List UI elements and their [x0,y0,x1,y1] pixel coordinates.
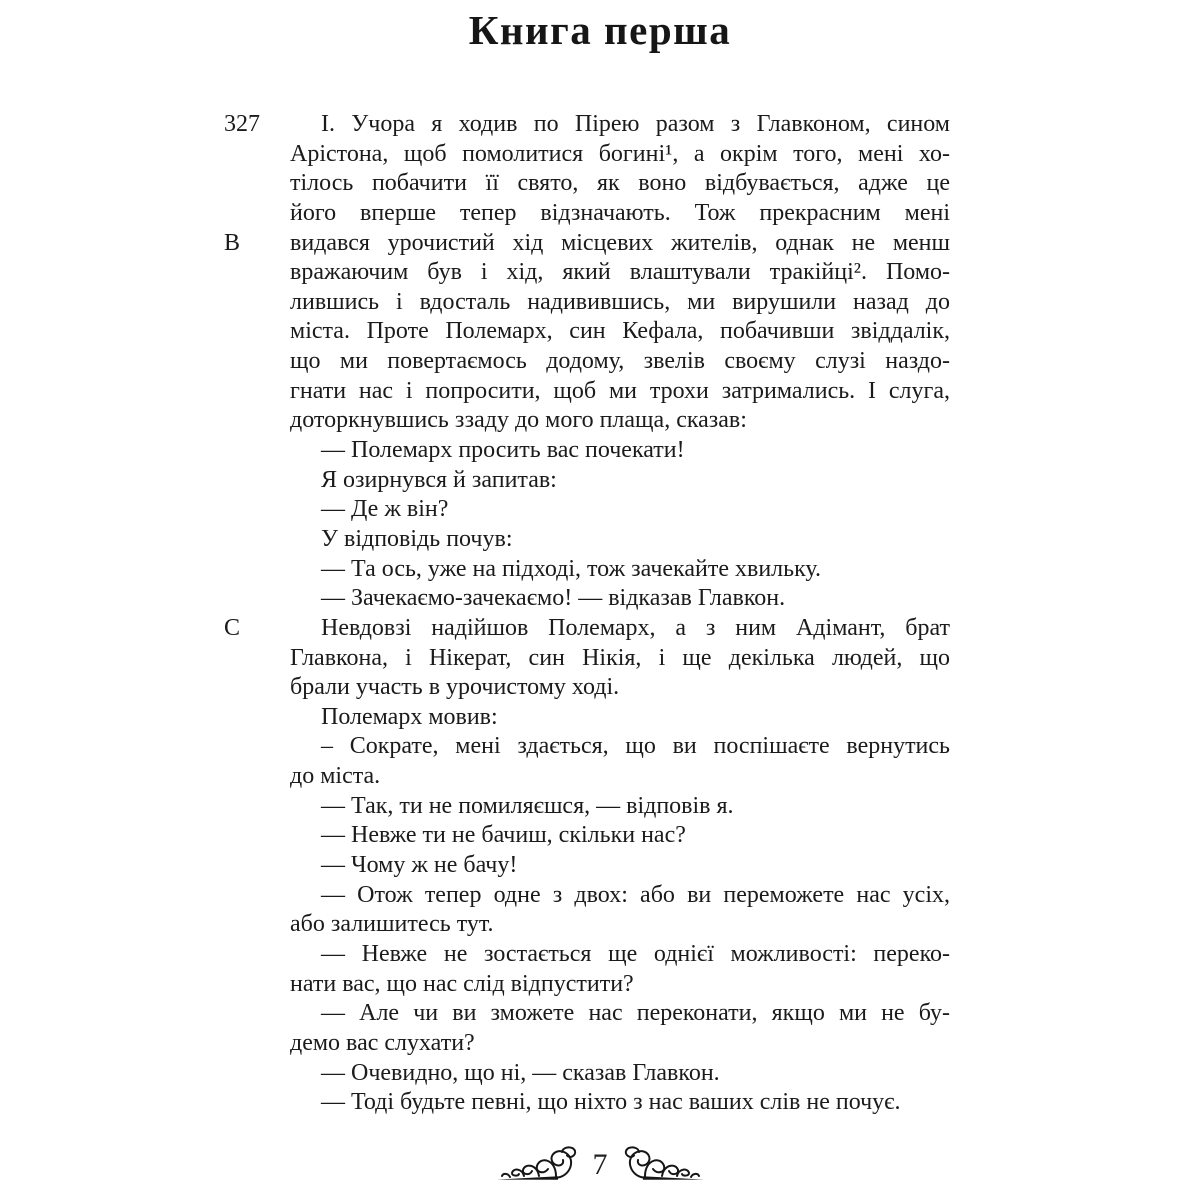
text-line: міста. Проте Полемарх, син Кефала, побачивши звіддалік, [290,318,950,345]
text-line: — Полемарх просить вас почекати! [321,437,685,464]
text-line: гнати нас і попросити, щоб ми трохи затримались. І слуга, [290,377,950,404]
text-line: або залишитесь тут. [290,911,494,938]
page-number: 7 [592,1148,608,1181]
body-text [290,110,950,1118]
text-line: брали участь в урочистому ході. [290,674,620,701]
text-line: І. Учора я ходив по Пірею разом з Главконом, сином [321,111,950,137]
text-line: — Невже не зостається ще однієї можливості: переко- [321,940,950,967]
text-line: У відповідь почув: [321,525,513,552]
text-line: – Сократе, мені здається, що ви поспішаєте вернутись [321,733,950,760]
text-line: Главкона, і Нікерат, син Нікія, і ще декілька людей, що [290,644,950,671]
text-line: — Невже ти не бачиш, скільки нас? [321,822,686,849]
chapter-title: Книга перша [468,7,732,53]
stephanus-marker: С [224,615,241,642]
text-line: демо вас слухати? [290,1029,475,1056]
text-line: нати вас, що нас слід відпустити? [290,970,634,997]
text-line: — Та ось, уже на підході, тож зачекайте хвильку. [321,555,822,582]
text-line: вражаючим був і хід, який влаштували тракійці². Помо- [290,259,950,286]
text-line: видався урочистий хід місцевих жителів, однак не менш [290,229,950,256]
text-line: — Зачекаємо-зачекаємо! — відказав Главкон. [321,585,786,612]
flourish-right-icon [624,1146,706,1184]
text-line: — Отож тепер одне з двох: або ви переможете нас усіх, [321,881,950,908]
text-line: Полемарх мовив: [321,703,498,730]
stephanus-marker: 327 [224,111,260,137]
text-line: — Але чи ви зможете нас переконати, якщо ми не бу- [321,1000,950,1027]
stephanus-marker: В [224,229,241,256]
text-line: — Очевидно, що ні, — сказав Главкон. [321,1059,720,1086]
text-line: — Так, ти не помиляєшся, — відповів я. [321,792,734,819]
text-line: доторкнувшись ззаду до мого плаща, сказав: [290,407,747,434]
text-line: Невдовзі надійшов Полемарх, а з ним Адімант, брат [321,614,950,641]
text-line: Я озирнувся й запитав: [321,466,557,493]
text-line: Арістона, щоб помолитися богині¹, а окрім того, мені хо- [290,140,950,167]
page-footer [0,1146,1200,1184]
text-line: тілось побачити її свято, як воно відбувається, адже це [290,170,950,197]
text-line: що ми повертаємось додому, звелів своєму слузі наздо- [290,348,950,375]
text-line: — Чому ж не бачу! [321,852,518,879]
flourish-left-icon [495,1146,577,1184]
text-line: до міста. [290,763,381,790]
text-line: — Тоді будьте певні, що ніхто з нас ваших слів не почує. [321,1089,901,1116]
text-line: його вперше тепер відзначають. Тож прекрасним мені [290,199,950,226]
text-line: лившись і вдосталь надивившись, ми вирушили назад до [290,288,950,315]
text-line: — Де ж він? [321,496,449,523]
